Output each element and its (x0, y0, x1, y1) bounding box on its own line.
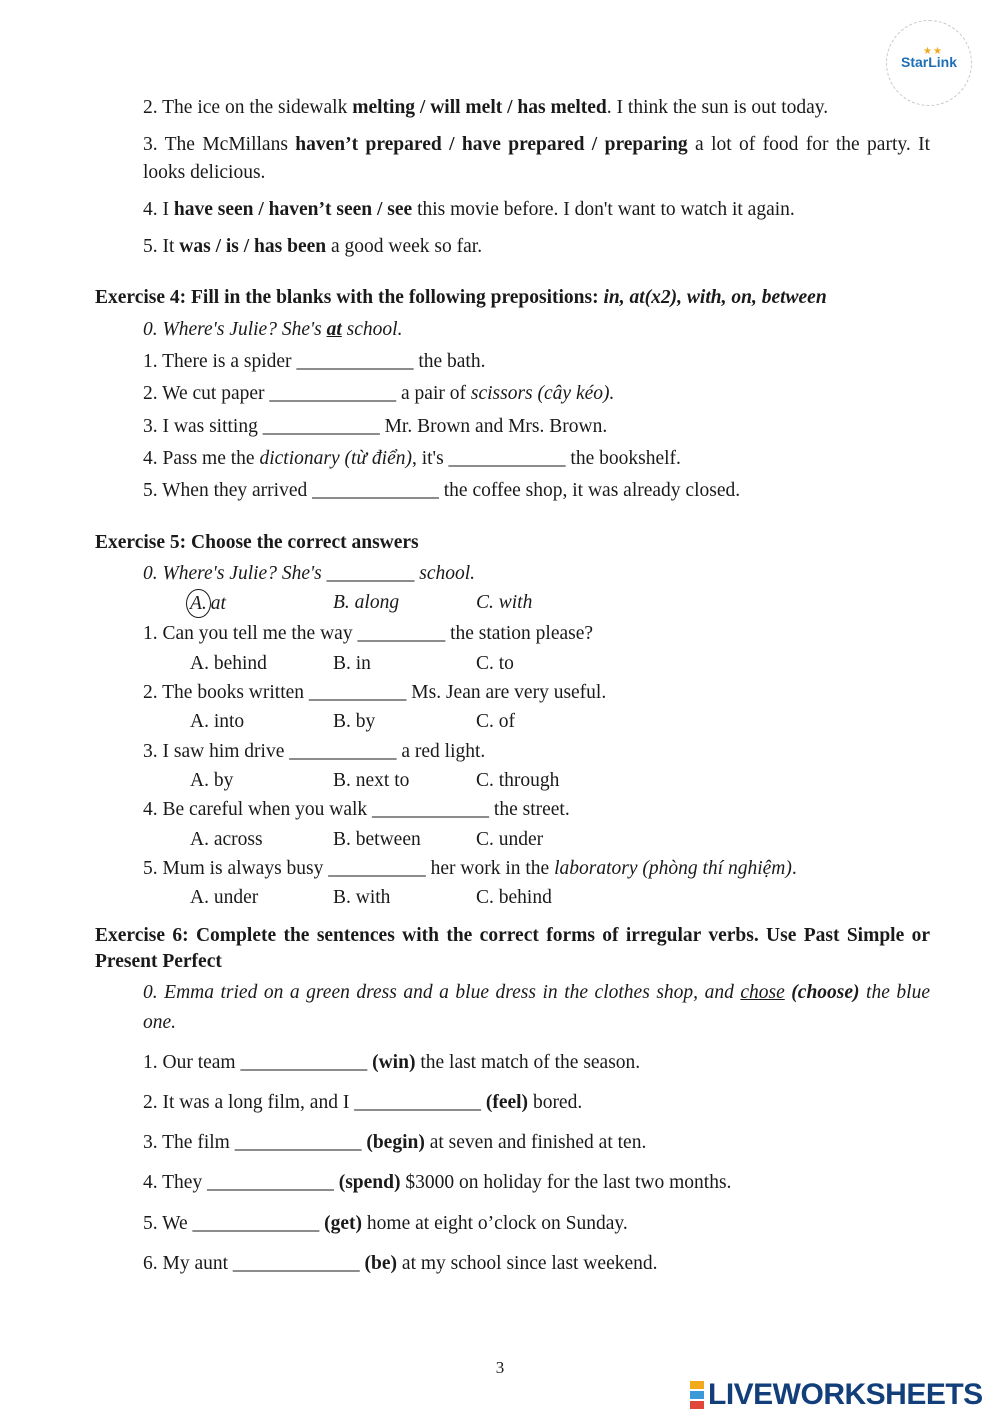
worksheet-content (95, 94, 930, 1290)
ex4-item-4 (143, 445, 930, 472)
ex5-options-2 (190, 708, 930, 735)
ex5-example-options (190, 589, 930, 618)
example-answer: at (326, 318, 342, 340)
option-a (190, 589, 333, 618)
item-number: 4. (143, 198, 158, 220)
ex4-item-1 (143, 348, 930, 375)
example-text: 0. Where's Julie? She's (143, 318, 327, 340)
option-a[interactable]: A. behind (190, 652, 267, 674)
logo-text: StarLink (900, 54, 957, 71)
ex5-question-2: 2. The books written __________ Ms. Jean are very useful. (143, 682, 607, 704)
ex5-question-4: 4. Be careful when you walk ____________ the street. (143, 799, 570, 821)
item-text: 1. Our team (143, 1051, 241, 1073)
verb-hint: (win) (372, 1051, 416, 1073)
item-text: the coffee shop, it was already closed. (438, 480, 741, 502)
item-text: , it's (411, 447, 449, 469)
item-text: at my school since last weekend. (397, 1253, 658, 1275)
verb-hint: (be) (364, 1253, 398, 1275)
answer-blank[interactable]: _____________ (312, 480, 439, 502)
liveworksheets-logo-icon (690, 1380, 704, 1410)
option-c[interactable]: C. to (476, 652, 514, 674)
ex5-options-3 (190, 767, 930, 794)
ex5-options-1 (190, 650, 930, 677)
item-text: 5. We (143, 1212, 193, 1234)
option-b[interactable]: B. with (333, 887, 391, 909)
verb-hint: (feel) (485, 1091, 529, 1113)
option-a[interactable]: A. under (190, 887, 259, 909)
answer-blank[interactable]: _____________ (269, 383, 397, 405)
ex4-example (143, 316, 930, 343)
option-b: B. along (333, 592, 400, 614)
item-text: this movie before. I don't want to watch it again. (412, 198, 795, 220)
option-c: C. with (476, 592, 533, 614)
item-text: 4. They (143, 1172, 208, 1194)
ex5-question-1: 1. Can you tell me the way _________ the station please? (143, 623, 594, 645)
ex6-item-2 (143, 1089, 930, 1116)
ex4-heading (95, 284, 930, 311)
option-a[interactable]: A. across (190, 828, 263, 850)
answer-blank[interactable]: _____________ (354, 1091, 481, 1113)
item-text: 1. There is a spider (143, 351, 297, 373)
verb-hint: (begin) (366, 1132, 425, 1154)
example-text: 0. Emma tried on a green dress and a blue dress in the clothes shop, and (143, 982, 741, 1004)
item-text: 3. I was sitting (143, 415, 263, 437)
ex5-heading: Exercise 5: Choose the correct answers (95, 531, 419, 553)
answer-blank[interactable]: ____________ (296, 351, 414, 373)
item-text: It (157, 236, 180, 258)
ex6-item-4 (143, 1169, 930, 1196)
item-text: a lot of food for the party. It looks delicious. (143, 134, 931, 183)
item-text: 2. It was a long film, and I (143, 1091, 355, 1113)
item-text: 3. The film (143, 1132, 235, 1154)
example-verb: (choose) (791, 982, 860, 1004)
item-text: the bath. (413, 351, 486, 373)
liveworksheets-brand (690, 1374, 983, 1416)
heading-prepositions: in, at(x2), with, on, between (603, 287, 827, 309)
option-b[interactable]: B. by (333, 711, 376, 733)
item-text: . I think the sun is out today. (606, 97, 829, 118)
item-text: at seven and finished at ten. (424, 1132, 647, 1154)
ex5-question-5 (143, 855, 930, 882)
ex6-item-5 (143, 1210, 930, 1237)
page-number: 3 (495, 1358, 505, 1377)
item-text: 6. My aunt (143, 1253, 233, 1275)
item-choices: have seen / haven’t seen / see (173, 198, 413, 220)
example-text: the blue one. (143, 982, 930, 1034)
ex3-item-5 (143, 233, 930, 260)
item-text: the bookshelf. (565, 447, 681, 469)
item-text: bored. (528, 1091, 583, 1113)
ex6-example (143, 978, 930, 1038)
star-icon: ★★ (923, 46, 943, 57)
item-number: 3. (143, 134, 158, 156)
option-b[interactable]: B. between (333, 828, 421, 850)
ex4-item-3 (143, 413, 930, 440)
option-a[interactable]: A. by (190, 769, 234, 791)
answer-blank[interactable]: _____________ (234, 1132, 362, 1154)
ex4-item-5 (143, 477, 930, 504)
item-text: home at eight o’clock on Sunday. (362, 1212, 628, 1234)
verb-hint: (spend) (338, 1172, 401, 1194)
item-choices: haven’t prepared / have prepared / preparing (295, 134, 688, 156)
item-text: a pair of (396, 383, 471, 405)
ex4-item-2 (143, 380, 930, 407)
option-b[interactable]: B. next to (333, 769, 410, 791)
item-text: the last match of the season. (415, 1051, 641, 1073)
item-number: 5. (143, 236, 158, 258)
verb-hint: (get) (324, 1212, 363, 1234)
ex6-items (95, 1049, 930, 1278)
selected-answer-circle: A. (186, 589, 211, 618)
ex6-heading: Exercise 6: Complete the sentences with the correct forms of irregular verbs. Use Past Simple or Present Perfect (95, 925, 930, 972)
item-number: 2. (143, 97, 158, 118)
item-text: Mr. Brown and Mrs. Brown. (379, 415, 608, 437)
ex3-item-4 (143, 196, 930, 223)
brand-text: LIVEWORKSHEETS (708, 1378, 983, 1411)
answer-blank[interactable]: _____________ (207, 1172, 334, 1194)
item-text: The ice on the sidewalk (157, 97, 353, 118)
ex5-options-4 (190, 826, 930, 853)
option-text: at (210, 593, 226, 615)
answer-blank[interactable]: _____________ (192, 1212, 320, 1234)
item-text: $3000 on holiday for the last two months. (400, 1172, 732, 1194)
option-c[interactable]: C. of (476, 711, 515, 733)
ex5-question-3: 3. I saw him drive ___________ a red light. (143, 740, 486, 762)
option-a[interactable]: A. into (190, 711, 245, 733)
option-c[interactable]: C. through (476, 769, 560, 791)
example-text: school. (341, 318, 403, 340)
option-c[interactable]: C. behind (476, 887, 552, 909)
item-text: The McMillans (157, 134, 296, 156)
option-c[interactable]: C. under (476, 828, 544, 850)
item-choices: was / is / has been (179, 236, 327, 258)
answer-blank[interactable]: _____________ (240, 1051, 368, 1073)
item-text: I (157, 198, 174, 220)
vocab-note: laboratory (phòng thí nghiệm) (554, 857, 792, 879)
ex3-item-2 (143, 94, 930, 121)
option-b[interactable]: B. in (333, 652, 371, 674)
question-text: . (791, 857, 797, 879)
answer-blank[interactable]: ____________ (448, 447, 566, 469)
vocab-note: dictionary (từ điển) (259, 447, 412, 469)
ex6-item-3 (143, 1129, 930, 1156)
answer-blank[interactable]: _____________ (232, 1253, 360, 1275)
item-text: 4. Pass me the (143, 447, 260, 469)
item-text: a good week so far. (326, 236, 483, 258)
ex5-example-question: 0. Where's Julie? She's _________ school. (143, 562, 476, 584)
example-answer: chose (740, 982, 785, 1004)
ex6-item-6 (143, 1250, 930, 1277)
question-text: 5. Mum is always busy __________ her work in the (143, 857, 555, 879)
heading-text: Exercise 4: Fill in the blanks with the following prepositions: (95, 287, 604, 309)
item-text: 2. We cut paper (143, 383, 270, 405)
ex3-items (95, 94, 930, 260)
ex5-options-5 (190, 884, 930, 911)
item-text: 5. When they arrived (143, 480, 313, 502)
answer-blank[interactable]: ____________ (262, 415, 380, 437)
ex6-item-1 (143, 1049, 930, 1076)
vocab-note: scissors (cây kéo). (470, 383, 615, 405)
ex3-item-3 (143, 131, 930, 186)
item-choices: melting / will melt / has melted (352, 97, 607, 118)
